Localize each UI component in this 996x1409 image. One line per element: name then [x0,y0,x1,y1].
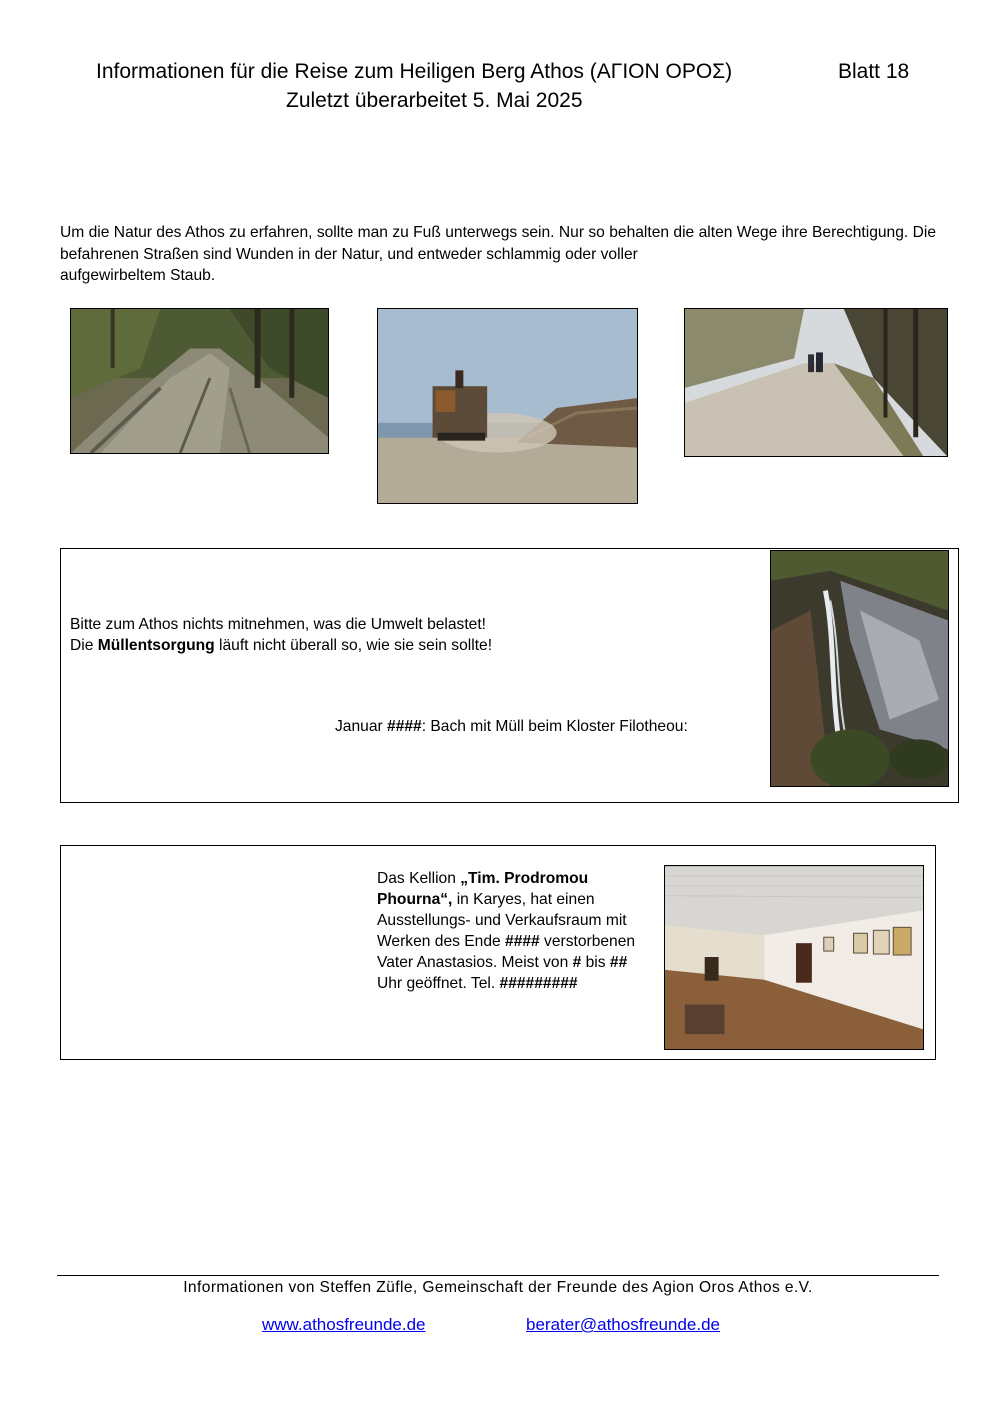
waste-line-2-suffix: läuft nicht überall so, wie sie sein sollte! [214,637,493,654]
email-link[interactable]: berater@athosfreunde.de [526,1315,720,1334]
caption-description: : Bach mit Müll beim Kloster Filotheou: [421,718,688,735]
hikers-road-photo [684,308,948,457]
document-title [96,60,910,84]
phone-number: ######### [499,975,578,992]
caption-year: #### [387,718,422,735]
waste-notice-text [70,614,492,656]
footer-credit: Informationen von Steffen Züfle, Gemeinschaft der Freunde des Agion Oros Athos e.V. [183,1279,813,1296]
opening-hour-to: ## [609,954,628,971]
intro-line-2: aufgewirbeltem Staub. [60,267,216,284]
intro-line-1: Um die Natur des Athos zu erfahren, sollte man zu Fuß unterwegs sein. Nur so behalten die alten Wege ihre Berechtigung. Die befahrenen Straßen sind Wunden in der Natur, und entweder schlammig oder voller [60,224,936,263]
intro-paragraph [60,222,936,287]
kellion-text-1: in Karyes, hat einen Ausstellungs- und Verkaufsraum mit Werken des Ende [377,891,627,950]
kellion-year: #### [505,933,540,950]
caption-month: Januar [335,718,388,735]
waste-line-1: Bitte zum Athos nichts mitnehmen, was die Umwelt belastet! [70,616,487,633]
kellion-text-4: Uhr geöffnet. Tel. [377,975,500,992]
waste-line-2 [70,635,492,656]
revision-date: Zuletzt überarbeitet 5. Mai 2025 [286,89,583,112]
opening-hour-from: # [572,954,582,971]
footer-divider [57,1275,939,1276]
waste-stream-photo [770,550,949,787]
kellion-text-2: verstorbenen Vater Anastasios. Meist von [377,933,636,971]
dusty-truck-photo [377,308,638,504]
muddy-road-photo [70,308,329,454]
kellion-description [377,868,652,994]
kellion-name: „Tim. Prodromou Phourna“, [377,870,589,908]
waste-disposal-term: Müllentsorgung [97,637,215,654]
kellion-text-3: bis [581,954,610,971]
sheet-number: Blatt 18 [838,60,910,83]
waste-line-2-prefix: Die [70,637,98,654]
website-link[interactable]: www.athosfreunde.de [262,1315,426,1334]
exhibition-room-photo [664,865,924,1050]
waste-photo-caption [335,718,688,736]
kellion-prefix: Das Kellion [377,870,461,887]
title-text: Informationen für die Reise zum Heiligen Berg Athos (ΑΓΙΟΝ ΟΡΟΣ) [96,60,733,83]
